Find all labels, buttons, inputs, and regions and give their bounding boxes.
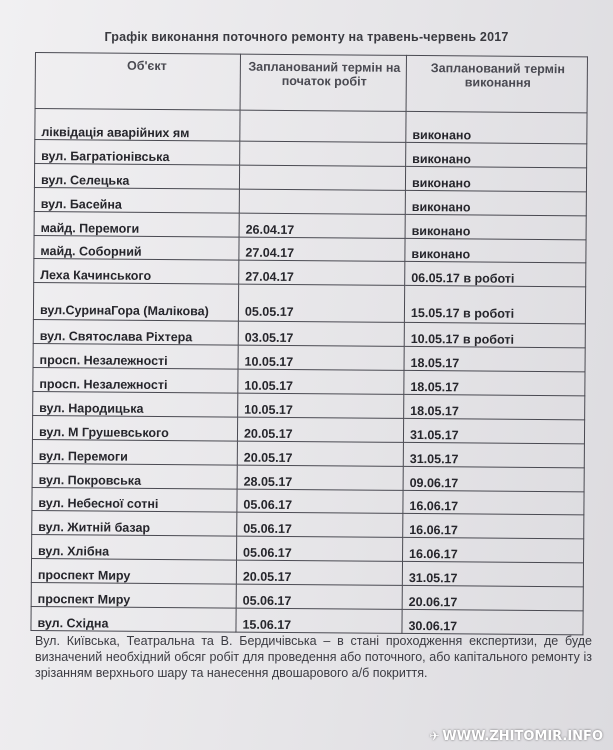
cell-start-date: 05.06.17	[236, 584, 402, 609]
cell-start-date	[240, 141, 406, 166]
table-header-row	[35, 53, 587, 113]
cell-start-date: 26.04.17	[239, 213, 405, 238]
cell-end-date: 31.05.17	[403, 442, 584, 467]
cell-object: вул. Покровська	[32, 463, 237, 488]
cell-object: проспект Миру	[31, 583, 236, 608]
cell-start-date: 05.06.17	[237, 536, 403, 561]
cell-start-date: 05.06.17	[237, 489, 403, 514]
header-start-date: Запланований термін на початок робіт	[240, 54, 406, 111]
cell-end-date: 16.06.17	[403, 514, 584, 539]
cell-object: майд. Соборний	[34, 235, 239, 260]
cell-object: вул. Селецька	[34, 163, 239, 188]
cell-object: вул. Небесної сотні	[32, 487, 237, 512]
repair-schedule-table	[30, 52, 588, 635]
cell-object: проспект Миру	[31, 559, 236, 584]
cell-end-date: 10.05.17 в роботі	[404, 323, 585, 348]
table-row	[32, 439, 584, 467]
cell-start-date: 03.05.17	[238, 321, 404, 346]
site-watermark	[429, 729, 603, 744]
cell-end-date: 20.06.17	[402, 586, 583, 611]
cell-end-date: виконано	[406, 111, 587, 143]
cell-start-date: 10.05.17	[238, 345, 404, 370]
table-row	[35, 109, 587, 144]
table-row	[31, 583, 583, 611]
footnote: Вул. Київська, Театральна та В. Бердичівська – в стані проходження експертизи, де буде визначений необхідний обсяг робіт для проведення або поточного, або капітального ремонту із зрізанням верхнього шару та нанесення двошарового а/б покриття.	[35, 634, 592, 680]
cell-end-date: 09.06.17	[403, 466, 584, 491]
cell-end-date: виконано	[406, 142, 587, 167]
cell-end-date: 15.05.17 в роботі	[404, 286, 585, 324]
table-row	[33, 320, 585, 348]
cell-end-date: 06.05.17 в роботі	[405, 262, 586, 287]
watermark-text: WWW.ZHITOMIR.INFO	[442, 729, 603, 744]
table-row	[31, 607, 583, 635]
table-row	[34, 163, 586, 191]
cell-start-date: 05.06.17	[237, 513, 403, 538]
table-row	[32, 415, 584, 443]
cell-start-date: 10.05.17	[238, 369, 404, 394]
table-row	[34, 235, 586, 263]
cell-end-date: 31.05.17	[402, 562, 583, 587]
table-row	[32, 487, 584, 515]
cell-object: ліквідація аварійних ям	[35, 109, 240, 142]
cell-end-date: 16.06.17	[403, 490, 584, 515]
cell-start-date	[239, 189, 405, 214]
cell-start-date	[240, 110, 406, 142]
cell-object: вул. Народицька	[33, 392, 238, 417]
cell-object: вул.СуринаГора (Малікова)	[33, 283, 238, 322]
cell-start-date: 15.06.17	[236, 608, 402, 633]
table-row	[32, 463, 584, 491]
cell-start-date: 10.05.17	[238, 393, 404, 418]
cell-end-date: 16.06.17	[403, 538, 584, 563]
header-object: Об'єкт	[35, 53, 240, 111]
cell-end-date: виконано	[405, 214, 586, 239]
cell-end-date: 18.05.17	[404, 371, 585, 396]
table-row	[33, 392, 585, 420]
table-row	[34, 259, 586, 287]
cell-object: просп. Незалежності	[33, 344, 238, 369]
table-row	[33, 344, 585, 372]
cell-start-date	[239, 165, 405, 190]
table-row	[35, 140, 587, 168]
cell-end-date: 18.05.17	[404, 394, 585, 419]
cell-start-date: 27.04.17	[239, 237, 405, 262]
table-row	[34, 211, 586, 239]
table-row	[31, 559, 583, 587]
cell-end-date: виконано	[405, 166, 586, 191]
cell-object: вул. Хлібна	[32, 535, 237, 560]
cell-object: просп. Незалежності	[33, 368, 238, 393]
cell-object: вул. М Грушевського	[32, 415, 237, 440]
cell-start-date: 20.05.17	[237, 417, 403, 442]
table-row	[34, 187, 586, 215]
header-end-date: Запланований термін виконання	[406, 55, 587, 112]
table-row	[32, 511, 584, 539]
cell-object: вул. Святослава Ріхтера	[33, 320, 238, 345]
page-title: Графік виконання поточного ремонту на травень-червень 2017	[104, 30, 509, 44]
cell-end-date: 31.05.17	[403, 418, 584, 443]
cell-start-date: 20.05.17	[236, 560, 402, 585]
cell-start-date: 20.05.17	[237, 441, 403, 466]
cell-start-date: 05.05.17	[238, 284, 404, 322]
cell-object: вул. Багратіонівська	[35, 140, 240, 165]
cell-end-date: виконано	[405, 238, 586, 263]
cell-start-date: 27.04.17	[239, 261, 405, 286]
fly-icon: ✈	[429, 729, 440, 743]
table-row	[33, 368, 585, 396]
cell-object: майд. Перемоги	[34, 211, 239, 236]
cell-end-date: виконано	[405, 190, 586, 215]
cell-object: Леха Качинського	[34, 259, 239, 284]
table-row	[33, 283, 585, 324]
cell-object: вул. Перемоги	[32, 439, 237, 464]
cell-end-date: 30.06.17	[402, 609, 583, 634]
cell-object: вул. Східна	[31, 607, 236, 632]
cell-start-date: 28.05.17	[237, 465, 403, 490]
cell-object: вул. Басейна	[34, 187, 239, 212]
cell-object: вул. Житній базар	[32, 511, 237, 536]
cell-end-date: 18.05.17	[404, 347, 585, 372]
